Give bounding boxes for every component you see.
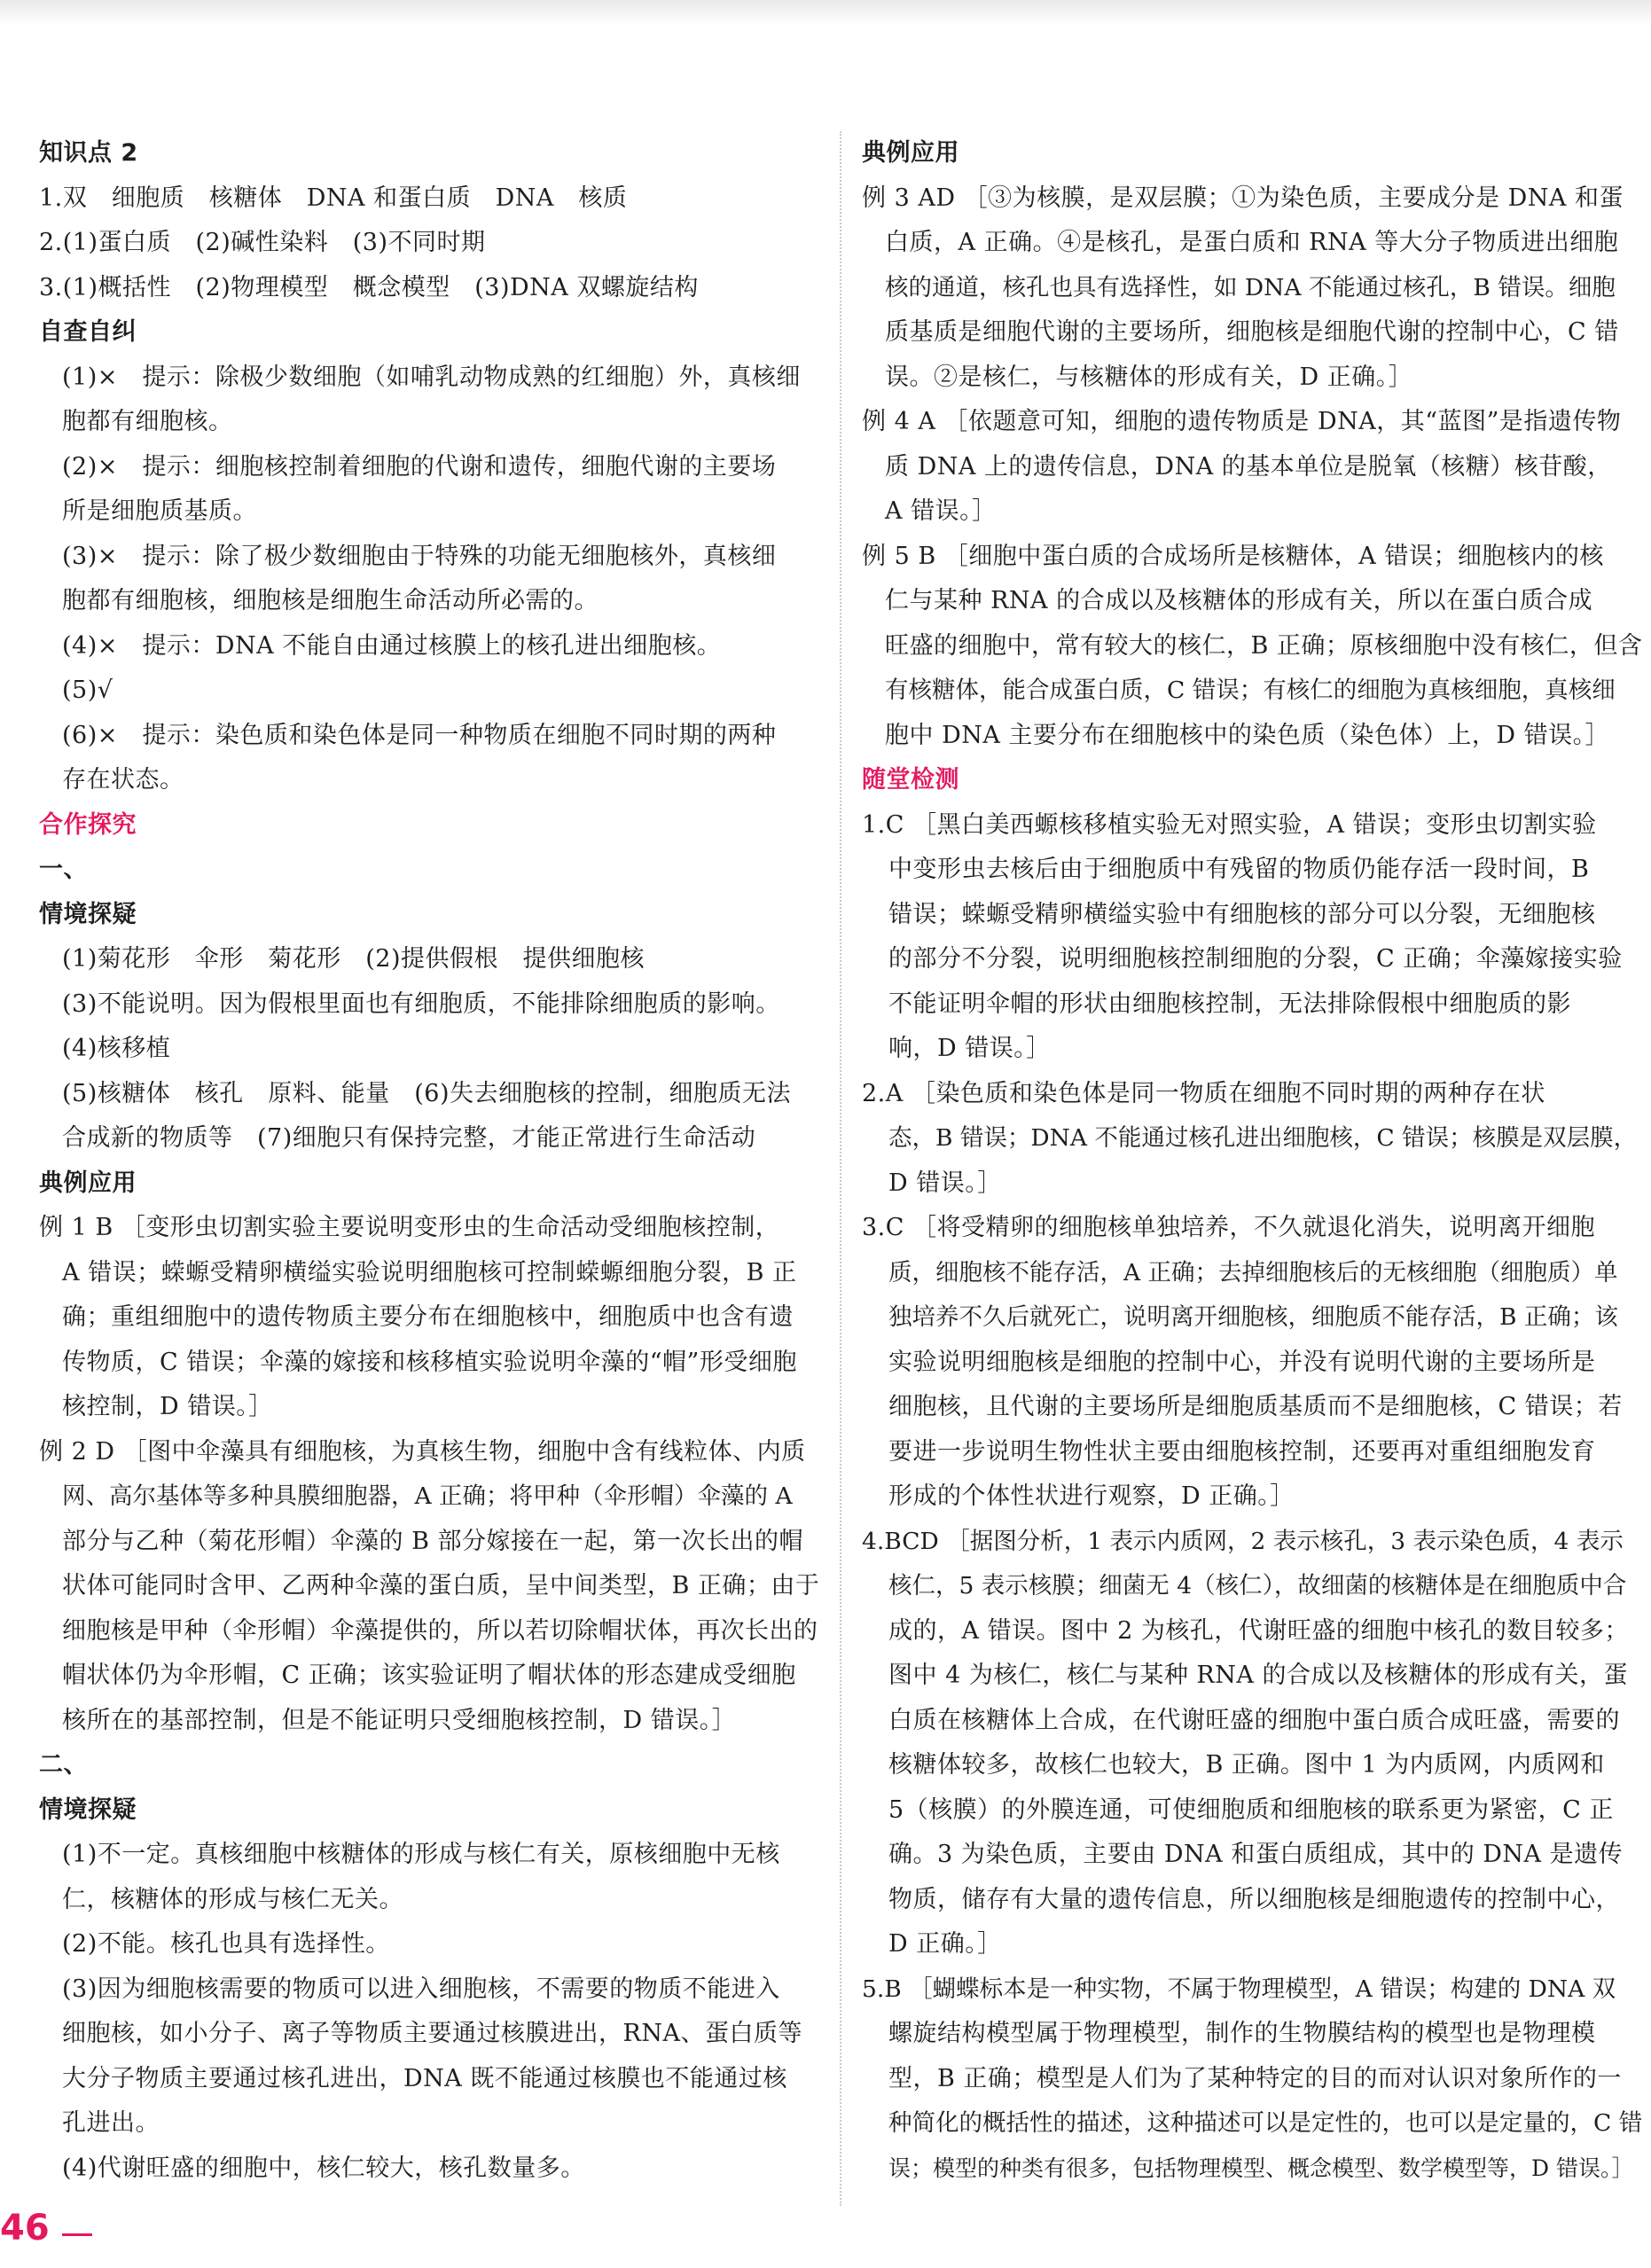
text-line: 响，D 错误。］ <box>888 1035 1051 1062</box>
section-heading: 二、 <box>39 1751 88 1779</box>
text-line: 有核糖体，能合成蛋白质，C 错误；有核仁的细胞为真核细胞，真核细 <box>885 676 1616 704</box>
text-line: 4.BCD ［据图分析，1 表示内质网，2 表示核孔，3 表示染色质，4 表示 <box>862 1527 1624 1555</box>
text-line: D 正确。］ <box>888 1930 1002 1958</box>
text-line: 独培养不久后就死亡，说明离开细胞核，细胞质不能存活，B 正确；该 <box>888 1303 1618 1331</box>
text-line: 中变形虫去核后由于细胞质中有残留的物质仍能存活一段时间，B <box>888 856 1590 883</box>
section-heading: 知识点 2 <box>39 139 138 167</box>
section-heading: 典例应用 <box>39 1169 137 1197</box>
text-line: 形成的个体性状进行观察，D 正确。］ <box>888 1482 1295 1510</box>
text-line: 存在状态。 <box>62 766 184 794</box>
text-line: A 错误。］ <box>885 497 997 525</box>
text-line: 例 1 B ［变形虫切割实验主要说明变形虫的生命活动受细胞核控制， <box>39 1214 780 1241</box>
page-number: 46 <box>0 2208 50 2248</box>
text-line: A 错误；蝾螈受精卵横缢实验说明细胞核可控制蝾螈细胞分裂，B 正 <box>62 1258 797 1287</box>
section-heading: 随堂检测 <box>862 766 959 794</box>
text-line: 旺盛的细胞中，常有较大的核仁，B 正确；原核细胞中没有核仁，但含 <box>885 631 1643 660</box>
text-line: 细胞核，且代谢的主要场所是细胞质基质而不是细胞核，C 错误；若 <box>888 1393 1623 1420</box>
text-line: 2.(1)蛋白质 (2)碱性染料 (3)不同时期 <box>39 229 486 256</box>
text-line: 胞都有细胞核。 <box>62 408 233 435</box>
text-line: (4)代谢旺盛的细胞中，核仁较大，核孔数量多。 <box>62 2154 585 2182</box>
text-line: 2.A ［染色质和染色体是同一物质在细胞不同时期的两种存在状 <box>862 1079 1545 1107</box>
text-line: 核仁，5 表示核膜；细菌无 4（核仁），故细菌的核糖体是在细胞质中合 <box>888 1572 1627 1599</box>
page-top-shading <box>0 0 1651 25</box>
text-line: 仁，核糖体的形成与核仁无关。 <box>62 1885 403 1913</box>
text-line: 成的，A 错误。图中 2 为核孔，代谢旺盛的细胞中核孔的数目较多； <box>888 1616 1629 1645</box>
text-line: 实验说明细胞核是细胞的控制中心，并没有说明代谢的主要场所是 <box>888 1348 1596 1376</box>
text-line: 误；模型的种类有很多，包括物理模型、概念模型、数学模型等，D 错误。］ <box>888 2155 1634 2181</box>
text-line: 例 4 A ［依题意可知，细胞的遗传物质是 DNA，其“蓝图”是指遗传物 <box>862 408 1622 435</box>
text-line: 帽状体仍为伞形帽，C 正确；该实验证明了帽状体的形态建成受细胞 <box>62 1662 796 1689</box>
text-line: 核糖体较多，故核仁也较大，B 正确。图中 1 为内质网，内质网和 <box>888 1751 1605 1779</box>
section-heading: 自查自纠 <box>39 318 137 346</box>
text-line: 合成新的物质等 (7)细胞只有保持完整，才能正常进行生命活动 <box>62 1124 756 1152</box>
text-line: (5)√ <box>62 676 113 704</box>
text-line: 细胞核是甲种（伞形帽）伞藻提供的，所以若切除帽状体，再次长出的 <box>62 1616 818 1645</box>
right-column <box>862 131 1642 2191</box>
section-heading: 情境探疑 <box>39 900 137 928</box>
page-number-dash <box>62 2233 92 2236</box>
text-line: 态，B 错误；DNA 不能通过核孔进出细胞核，C 错误；核膜是双层膜， <box>888 1124 1638 1152</box>
text-line: D 错误。］ <box>888 1169 1002 1197</box>
left-column <box>39 131 819 2191</box>
text-line: 1.C ［黑白美西螈核移植实验无对照实验，A 错误；变形虫切割实验 <box>862 810 1597 839</box>
text-line: 螺旋结构模型属于物理模型，制作的生物膜结构的模型也是物理模 <box>888 2020 1596 2047</box>
text-line: 所是细胞质基质。 <box>62 497 257 525</box>
section-heading: 合作探究 <box>39 810 137 839</box>
section-heading: 一、 <box>39 856 88 883</box>
text-line: 网、高尔基体等多种具膜细胞器，A 正确；将甲种（伞形帽）伞藻的 A <box>62 1482 793 1510</box>
text-line: 大分子物质主要通过核孔进出，DNA 既不能通过核膜也不能通过核 <box>62 2064 787 2092</box>
text-line: (1)不一定。真核细胞中核糖体的形成与核仁有关，原核细胞中无核 <box>62 1841 780 1868</box>
text-line: 核所在的基部控制，但是不能证明只受细胞核控制，D 错误。］ <box>62 1706 737 1734</box>
text-line: 5（核膜）的外膜连通，可使细胞质和细胞核的联系更为紧密，C 正 <box>888 1795 1614 1824</box>
text-line: (4)核移植 <box>62 1035 171 1062</box>
text-line: 的部分不分裂，说明细胞核控制细胞的分裂，C 正确；伞藻嫁接实验 <box>888 945 1623 973</box>
text-line: 部分与乙种（菊花形帽）伞藻的 B 部分嫁接在一起，第一次长出的帽 <box>62 1527 804 1555</box>
text-line: 例 5 B ［细胞中蛋白质的合成场所是核糖体，A 错误；细胞核内的核 <box>862 542 1604 570</box>
text-line: 核的通道，核孔也具有选择性，如 DNA 不能通过核孔，B 错误。细胞 <box>885 273 1616 301</box>
text-line: (5)核糖体 核孔 原料、能量 (6)失去细胞核的控制，细胞质无法 <box>62 1079 791 1107</box>
text-line: (1)菊花形 伞形 菊花形 (2)提供假根 提供细胞核 <box>62 945 645 973</box>
text-line: (2)不能。核孔也具有选择性。 <box>62 1930 390 1958</box>
text-line: 确。3 为染色质，主要由 DNA 和蛋白质组成，其中的 DNA 是遗传 <box>888 1841 1624 1868</box>
text-line: 3.(1)概括性 (2)物理模型 概念模型 (3)DNA 双螺旋结构 <box>39 273 699 301</box>
text-line: 3.C ［将受精卵的细胞核单独培养，不久就退化消失，说明离开细胞 <box>862 1214 1596 1241</box>
text-line: 细胞核，如小分子、离子等物质主要通过核膜进出，RNA、蛋白质等 <box>62 2020 802 2047</box>
text-line: 1.双 细胞质 核糖体 DNA 和蛋白质 DNA 核质 <box>39 184 628 212</box>
text-line: 胞中 DNA 主要分布在细胞核中的染色质（染色体）上，D 错误。］ <box>885 721 1610 749</box>
text-line: 白质在核糖体上合成，在代谢旺盛的细胞中蛋白质合成旺盛，需要的 <box>888 1706 1620 1734</box>
text-line: 状体可能同时含甲、乙两种伞藻的蛋白质，呈中间类型，B 正确；由于 <box>62 1572 820 1599</box>
text-line: 误。②是核仁，与核糖体的形成有关，D 正确。］ <box>885 363 1413 391</box>
text-line: (2)× 提示：细胞核控制着细胞的代谢和遗传，细胞代谢的主要场 <box>62 452 777 481</box>
text-line: 物质，储存有大量的遗传信息，所以细胞核是细胞遗传的控制中心， <box>888 1885 1620 1913</box>
section-heading: 情境探疑 <box>39 1795 137 1824</box>
text-line: 错误；蝾螈受精卵横缢实验中有细胞核的部分可以分裂，无细胞核 <box>888 900 1596 928</box>
text-line: 孔进出。 <box>62 2109 160 2137</box>
text-line: (3)× 提示：除了极少数细胞由于特殊的功能无细胞核外，真核细 <box>62 542 777 570</box>
text-line: 胞都有细胞核，细胞核是细胞生命活动所必需的。 <box>62 587 599 614</box>
text-line: 传物质，C 错误；伞藻的嫁接和核移植实验说明伞藻的“帽”形受细胞 <box>62 1348 797 1376</box>
text-line: (1)× 提示：除极少数细胞（如哺乳动物成熟的红细胞）外，真核细 <box>62 363 801 391</box>
column-divider <box>840 131 841 2206</box>
text-line: 例 3 AD ［③为核膜，是双层膜；①为染色质，主要成分是 DNA 和蛋 <box>862 184 1624 212</box>
text-line: (3)因为细胞核需要的物质可以进入细胞核，不需要的物质不能进入 <box>62 1975 780 2003</box>
text-line: 不能证明伞帽的形状由细胞核控制，无法排除假根中细胞质的影 <box>888 989 1571 1018</box>
text-line: 白质，A 正确。④是核孔，是蛋白质和 RNA 等大分子物质进出细胞 <box>885 229 1619 256</box>
text-line: 要进一步说明生物性状主要由细胞核控制，还要再对重组细胞发育 <box>888 1437 1596 1466</box>
text-line: 质 DNA 上的遗传信息，DNA 的基本单位是脱氧（核糖）核苷酸， <box>885 452 1612 481</box>
text-line: 仁与某种 RNA 的合成以及核糖体的形成有关，所以在蛋白质合成 <box>885 587 1593 614</box>
text-line: 例 2 D ［图中伞藻具有细胞核，为真核生物，细胞中含有线粒体、内质 <box>39 1437 806 1466</box>
text-line: 质基质是细胞代谢的主要场所，细胞核是细胞代谢的控制中心，C 错 <box>885 318 1619 346</box>
section-heading: 典例应用 <box>862 139 959 167</box>
text-line: 确；重组细胞中的遗传物质主要分布在细胞核中，细胞质中也含有遗 <box>62 1303 794 1331</box>
text-line: 5.B ［蝴蝶标本是一种实物，不属于物理模型，A 错误；构建的 DNA 双 <box>862 1975 1616 2003</box>
text-line: (6)× 提示：染色质和染色体是同一种物质在细胞不同时期的两种 <box>62 721 777 749</box>
text-line: (4)× 提示：DNA 不能自由通过核膜上的核孔进出细胞核。 <box>62 631 722 660</box>
text-line: 种简化的概括性的描述，这种描述可以是定性的，也可以是定量的，C 错 <box>888 2109 1643 2137</box>
text-line: 型，B 正确；模型是人们为了某种特定的目的而对认识对象所作的一 <box>888 2064 1622 2092</box>
text-line: 图中 4 为核仁，核仁与某种 RNA 的合成以及核糖体的形成有关，蛋 <box>888 1662 1628 1689</box>
text-line: 核控制，D 错误。］ <box>62 1393 273 1420</box>
text-line: 质，细胞核不能存活，A 正确；去掉细胞核后的无核细胞（细胞质）单 <box>888 1258 1618 1287</box>
text-line: (3)不能说明。因为假根里面也有细胞质，不能排除细胞质的影响。 <box>62 989 780 1018</box>
